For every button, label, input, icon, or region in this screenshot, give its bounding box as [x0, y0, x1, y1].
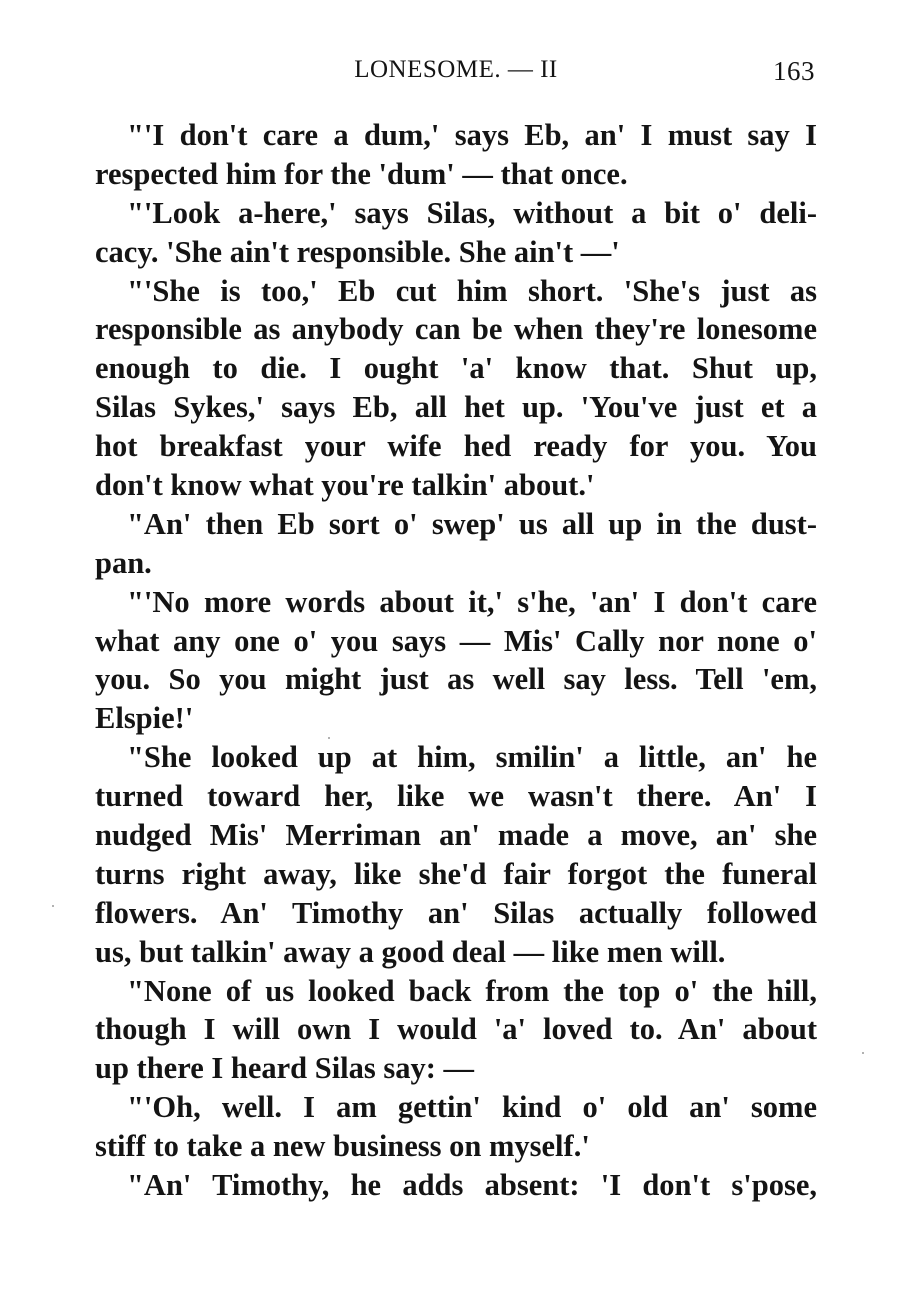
running-header — [95, 56, 817, 96]
book-page — [95, 56, 817, 1205]
text-line: what any one o' you says — Mis' Cally nor none o' — [95, 623, 817, 658]
text-line: Elspie!' — [95, 701, 194, 736]
text-line: though I will own I would 'a' loved to. An' about — [95, 1012, 817, 1047]
scan-speck — [862, 1052, 864, 1054]
scan-speck — [52, 905, 54, 907]
text-line: "None of us looked back from the top o' the hill, — [127, 973, 817, 1008]
text-line: don't know what you're talkin' about.' — [95, 468, 595, 503]
page-number: 163 — [773, 56, 815, 86]
text-line: hot breakfast your wife hed ready for you. You — [95, 429, 817, 464]
text-line: flowers. An' Timothy an' Silas actually followed — [95, 895, 817, 930]
text-line: cacy. 'She ain't responsible. She ain't —' — [95, 234, 620, 269]
text-line: turns right away, like she'd fair forgot the funeral — [95, 856, 817, 891]
text-line: "An' then Eb sort o' swep' us all up in the dust- — [127, 506, 817, 541]
text-line: "'No more words about it,' s'he, 'an' I don't care — [127, 584, 817, 619]
text-line: enough to die. I ought 'a' know that. Shut up, — [95, 351, 817, 386]
text-line: pan. — [95, 545, 152, 580]
text-line: Silas Sykes,' says Eb, all het up. 'You've just et a — [95, 390, 817, 425]
text-line: "'She is too,' Eb cut him short. 'She's just as — [127, 273, 817, 308]
text-line: you. So you might just as well say less. Tell 'em, — [95, 662, 817, 697]
text-line: respected him for the 'dum' — that once. — [95, 156, 628, 191]
text-line: turned toward her, like we wasn't there. An' I — [95, 779, 817, 814]
text-line: nudged Mis' Merriman an' made a move, an' she — [95, 818, 817, 853]
text-line: "'Oh, well. I am gettin' kind o' old an' some — [127, 1090, 817, 1125]
text-line: up there I heard Silas say: — — [95, 1051, 475, 1086]
body-text — [95, 116, 817, 1205]
scan-speck — [328, 737, 330, 739]
text-line: "She looked up at him, smilin' a little, an' he — [127, 740, 817, 775]
text-line: "'I don't care a dum,' says Eb, an' I must say I — [127, 118, 817, 152]
running-title: LONESOME. — II — [354, 56, 558, 83]
text-line: stiff to take a new business on myself.' — [95, 1129, 590, 1164]
text-line: "'Look a-here,' says Silas, without a bit o' deli- — [127, 195, 817, 230]
text-line: responsible as anybody can be when they're lonesome — [95, 312, 817, 347]
text-line: "An' Timothy, he adds absent: 'I don't s'pose, — [127, 1168, 817, 1203]
text-line: us, but talkin' away a good deal — like men will. — [95, 934, 726, 969]
